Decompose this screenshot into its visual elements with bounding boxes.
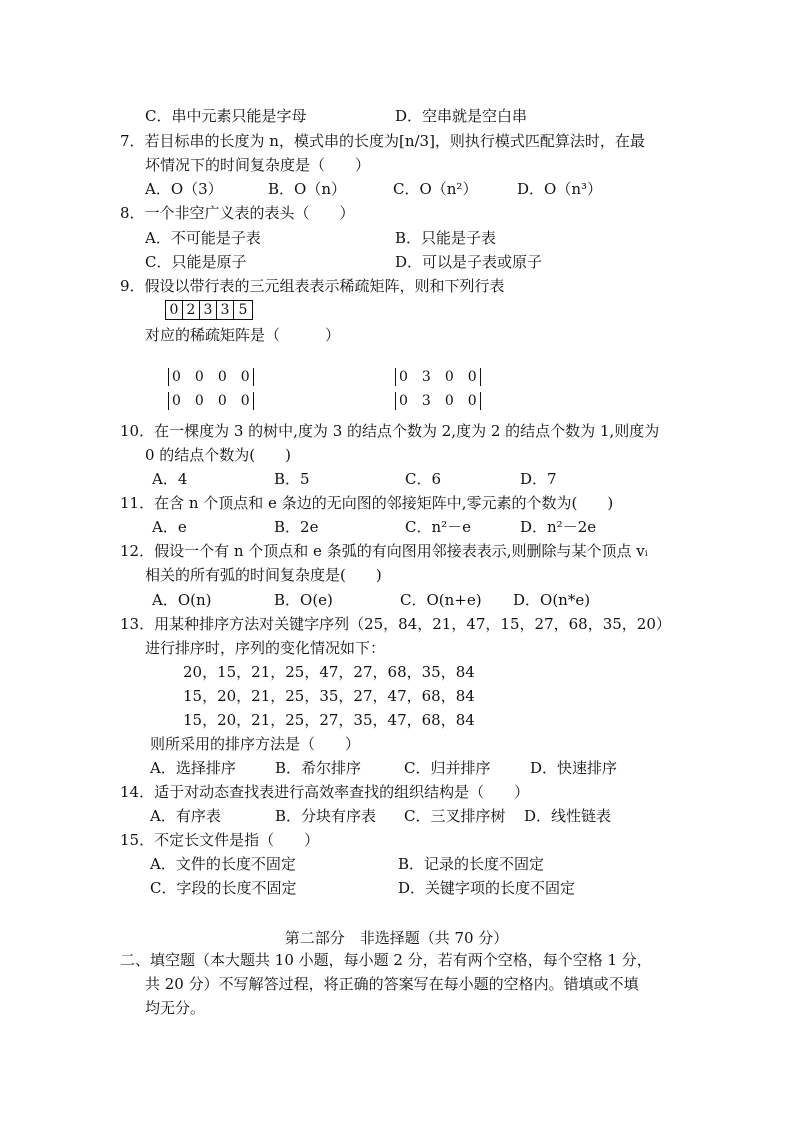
row-table-cell: 5 (233, 300, 253, 320)
section-instructions: 二、填空题（本大题共 10 小题，每小题 2 分，若有两个空格，每个空格 1 分， (120, 951, 652, 969)
row-table-cell: 2 (182, 300, 199, 320)
question-8-stem: 8．一个非空广义表的表头（ ） (120, 204, 355, 222)
matrix-option-b-row: 0 3 0 0 (395, 368, 481, 386)
sort-sequence-2: 15，20，21，25，35，27，47，68，84 (183, 687, 475, 705)
option-d: D．空串就是空白串 (395, 107, 528, 125)
option-c: C．n²－e (405, 518, 472, 536)
row-table (165, 300, 253, 320)
section-instructions-end: 均无分。 (145, 999, 206, 1017)
question-7-stem-cont: 坏情况下的时间复杂度是（ ） (145, 156, 371, 174)
option-a: A．选择排序 (150, 759, 236, 777)
option-b: B．O（n） (268, 180, 346, 198)
option-a: A．O(n) (152, 591, 212, 609)
row-table-cell: 0 (165, 300, 182, 320)
section-instructions-cont: 共 20 分）不写解答过程，将正确的答案写在每小题的空格内。错填或不填 (145, 975, 639, 993)
option-b: B．只能是子表 (395, 229, 497, 247)
question-14-stem: 14．适于对动态查找表进行高效率查找的组织结构是（ ） (120, 783, 530, 801)
matrix-option-a-row: 0 0 0 0 (168, 368, 254, 386)
question-13-stem-cont: 进行排序时，序列的变化情况如下： (145, 639, 386, 657)
section-heading: 第二部分 非选择题（共 70 分） (284, 929, 509, 947)
option-b: B．希尔排序 (275, 759, 362, 777)
option-c: C．6 (405, 470, 442, 488)
question-7-stem: 7．若目标串的长度为 n，模式串的长度为[n/3]，则执行模式匹配算法时，在最 (120, 132, 645, 150)
option-b: B．2e (274, 518, 319, 536)
option-b: B．记录的长度不固定 (398, 855, 545, 873)
question-10-stem: 10．在一棵度为 3 的树中,度为 3 的结点个数为 2,度为 2 的结点个数为 1,则度为 (120, 422, 660, 440)
option-b: B．5 (274, 470, 310, 488)
option-a: A．文件的长度不固定 (150, 855, 296, 873)
question-12-stem-cont: 相关的所有弧的时间复杂度是( ) (145, 566, 382, 584)
option-c: C．三叉排序树 (404, 807, 506, 825)
option-a: A．不可能是子表 (145, 229, 261, 247)
option-c: C．字段的长度不固定 (150, 879, 297, 897)
option-d: D．关键字项的长度不固定 (398, 879, 576, 897)
option-a: A．4 (152, 470, 188, 488)
option-a: A．e (152, 518, 187, 536)
question-12-stem: 12．假设一个有 n 个顶点和 e 条弧的有向图用邻接表表示,则删除与某个顶点 vᵢ (120, 542, 648, 560)
question-11-stem: 11．在含 n 个顶点和 e 条边的无向图的邻接矩阵中,零元素的个数为( ) (120, 494, 614, 512)
question-13-stem: 13．用某种排序方法对关键字序列（25，84，21，47，15，27，68，35，20） (120, 615, 671, 633)
matrix-option-a-row: 0 0 0 0 (168, 392, 254, 410)
option-c: C．归并排序 (404, 759, 491, 777)
question-10-stem-cont: 0 的结点个数为( ) (145, 446, 292, 464)
option-a: A．有序表 (150, 807, 221, 825)
matrix-option-b-row: 0 3 0 0 (395, 392, 481, 410)
question-9-stem-cont: 对应的稀疏矩阵是（ ） (145, 326, 341, 344)
option-d: D．O(n*e) (513, 591, 591, 609)
option-d: D．O（n³） (517, 180, 602, 198)
option-b: B．O(e) (274, 591, 333, 609)
option-c: C．O(n+e) (400, 591, 482, 609)
option-d: D．可以是子表或原子 (395, 253, 543, 271)
question-15-stem: 15．不定长文件是指（ ） (120, 831, 320, 849)
option-b: B．分块有序表 (275, 807, 377, 825)
option-c: C．O（n²） (393, 180, 478, 198)
option-a: A．O（3） (145, 180, 223, 198)
option-c: C．串中元素只能是字母 (145, 107, 307, 125)
option-d: D．7 (520, 470, 557, 488)
question-9-stem: 9．假设以带行表的三元组表表示稀疏矩阵，则和下列行表 (120, 277, 505, 295)
sort-sequence-3: 15，20，21，25，27，35，47，68，84 (183, 711, 475, 729)
sort-sequence-1: 20，15，21，25，47，27，68，35，84 (183, 663, 475, 681)
option-d: D．线性链表 (524, 807, 612, 825)
row-table-cell: 3 (216, 300, 233, 320)
option-c: C．只能是原子 (145, 253, 247, 271)
option-d: D．快速排序 (530, 759, 618, 777)
question-13-stem-end: 则所采用的排序方法是（ ） (150, 735, 361, 753)
row-table-cell: 3 (199, 300, 216, 320)
option-d: D．n²－2e (520, 518, 597, 536)
